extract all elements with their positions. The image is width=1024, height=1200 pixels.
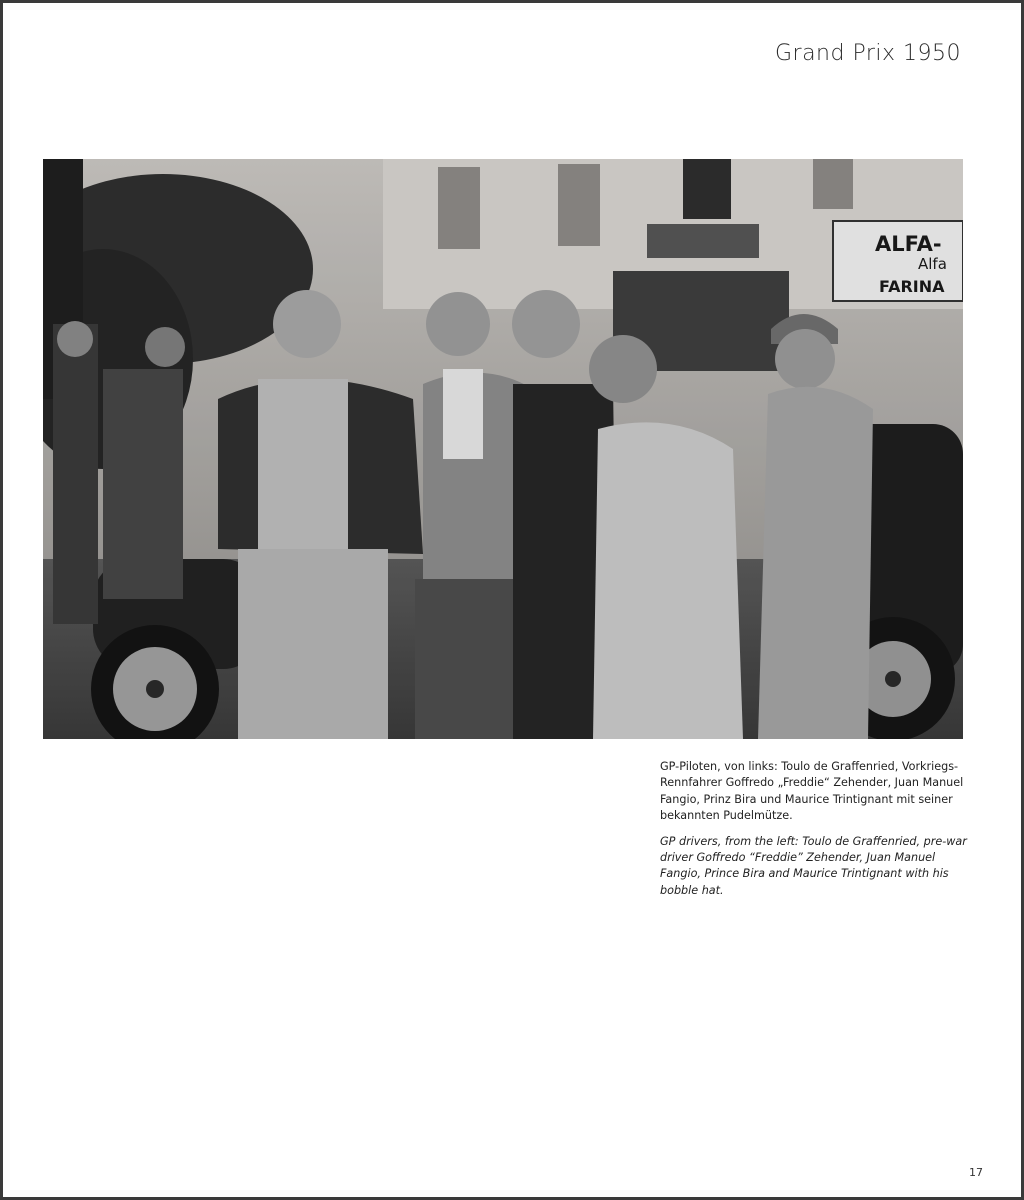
page-title: Grand Prix 1950 xyxy=(774,41,961,66)
sign-line-2: Alfa xyxy=(918,255,947,273)
caption-english: GP drivers, from the left: Toulo de Graffenried, pre-war driver Goffredo “Freddie” Zehender, Juan Manuel Fangio, Prince Bira and Maurice Trintignant with his bobble hat. xyxy=(660,834,967,897)
sign-line-3: FARINA xyxy=(879,277,945,296)
page-number: 17 xyxy=(969,1166,983,1179)
sign-line-1: ALFA- xyxy=(875,232,942,256)
photo-illustration xyxy=(43,159,963,739)
photo-caption xyxy=(660,759,968,899)
caption-german: GP-Piloten, von links: Toulo de Graffenried, Vorkriegs-Rennfahrer Goffredo „Freddie“ Zehender, Juan Manuel Fangio, Prinz Bira und Maurice Trintignant mit seiner bekannten Pudelmütze. xyxy=(660,760,964,823)
historic-photograph xyxy=(43,159,963,739)
